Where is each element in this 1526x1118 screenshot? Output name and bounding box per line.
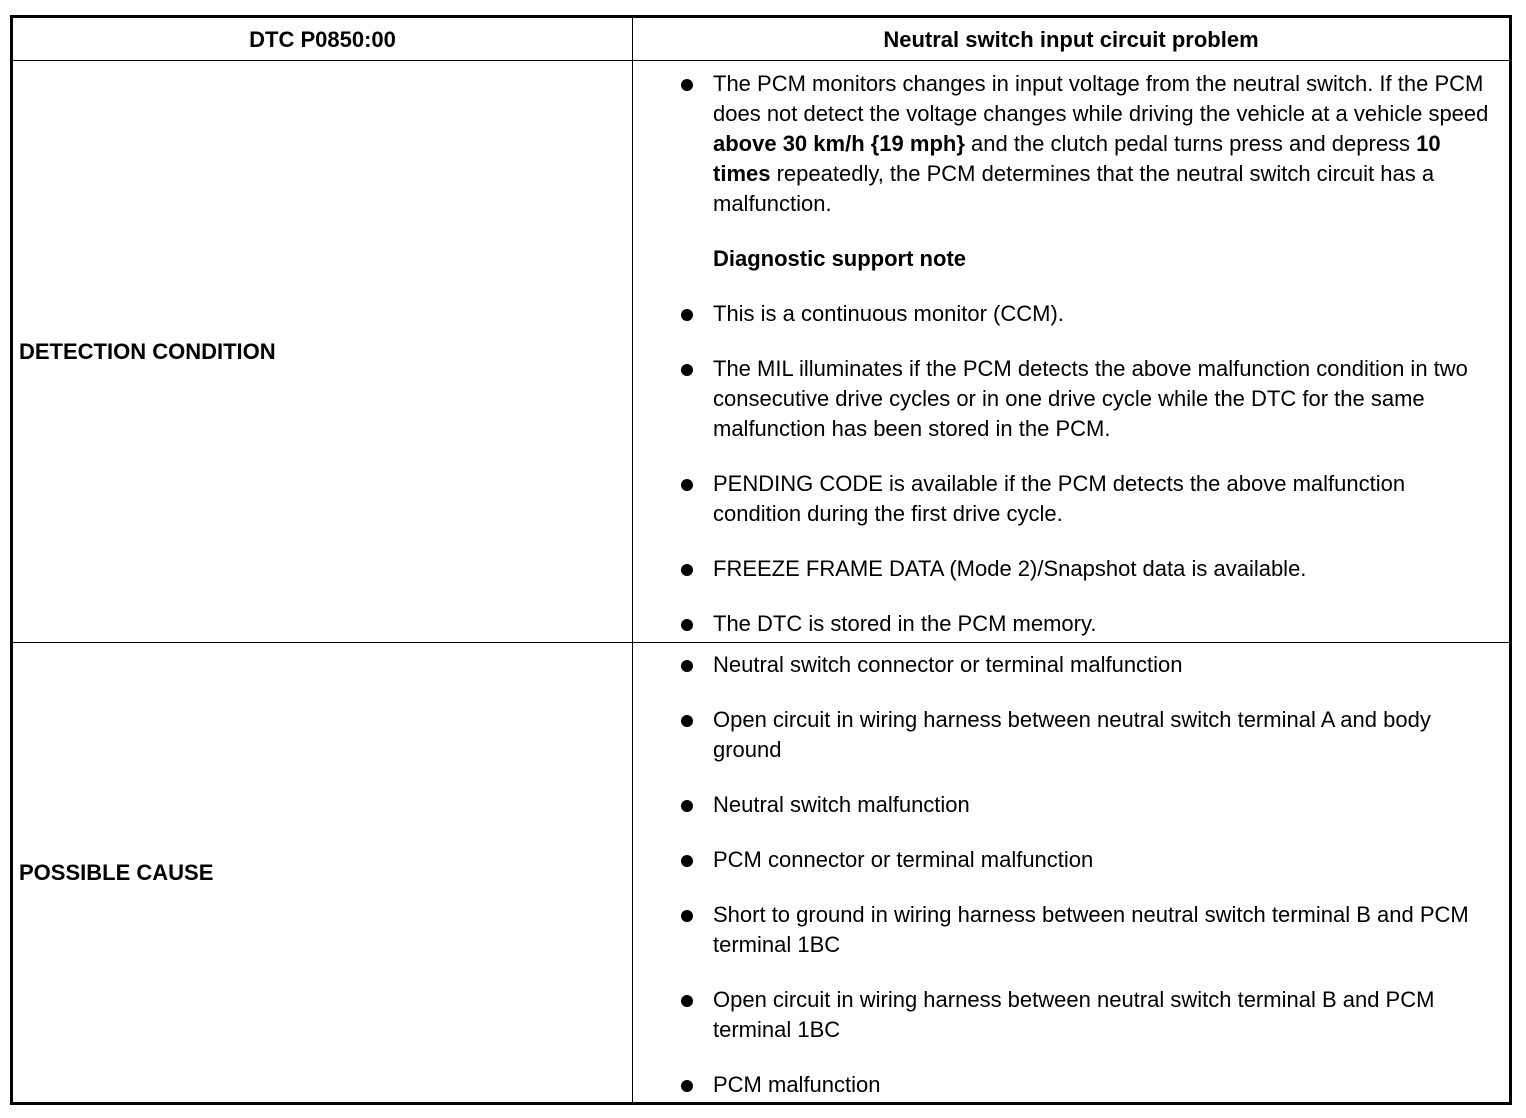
dtc-code-header: DTC P0850:00 bbox=[249, 26, 396, 52]
list-item: PCM malfunction bbox=[633, 1070, 1509, 1100]
possible-cause-label: POSSIBLE CAUSE bbox=[19, 859, 214, 885]
detection-speed-threshold: above 30 km/h {19 mph} bbox=[713, 131, 965, 156]
dtc-table bbox=[10, 15, 1512, 1105]
possible-cause-row bbox=[13, 643, 1509, 1102]
list-item: Open circuit in wiring harness between neutral switch terminal A and body ground bbox=[633, 705, 1509, 765]
list-item: Open circuit in wiring harness between neutral switch terminal B and PCM terminal 1BC bbox=[633, 985, 1509, 1045]
list-item: The MIL illuminates if the PCM detects the above malfunction condition in two consecutive drive cycles or in one drive cycle while the DTC for the same malfunction has been stored in the PCM. bbox=[633, 354, 1509, 444]
detection-list bbox=[633, 69, 1509, 219]
list-item: PCM connector or terminal malfunction bbox=[633, 845, 1509, 875]
dtc-description-header: Neutral switch input circuit problem bbox=[883, 26, 1259, 52]
detection-repeat-count: 10 times bbox=[713, 131, 1441, 186]
diagnostic-support-note-heading: Diagnostic support note bbox=[713, 246, 966, 271]
possible-cause-content bbox=[633, 643, 1509, 1102]
detection-condition-row bbox=[13, 61, 1509, 643]
detection-condition-label: DETECTION CONDITION bbox=[19, 338, 276, 364]
table-header-row bbox=[13, 18, 1509, 61]
list-item: Neutral switch connector or terminal malfunction bbox=[633, 650, 1509, 680]
list-item: Short to ground in wiring harness between neutral switch terminal B and PCM terminal 1BC bbox=[633, 900, 1509, 960]
detection-text-part2: and the clutch pedal turns press and depress bbox=[964, 131, 1417, 156]
possible-cause-list bbox=[633, 650, 1509, 1100]
list-item: Neutral switch malfunction bbox=[633, 790, 1509, 820]
detection-condition-content bbox=[633, 61, 1509, 642]
list-item: FREEZE FRAME DATA (Mode 2)/Snapshot data is available. bbox=[633, 554, 1509, 584]
list-item: This is a continuous monitor (CCM). bbox=[633, 299, 1509, 329]
list-item: The DTC is stored in the PCM memory. bbox=[633, 609, 1509, 639]
detection-text-part3: repeatedly, the PCM determines that the neutral switch circuit has a malfunction. bbox=[713, 161, 1435, 216]
diagnostic-notes-list bbox=[633, 299, 1509, 639]
detection-text-part1: The PCM monitors changes in input voltage from the neutral switch. If the PCM does not detect the voltage changes while driving the vehicle at a vehicle speed bbox=[713, 71, 1489, 126]
list-item bbox=[633, 69, 1509, 219]
list-item: PENDING CODE is available if the PCM detects the above malfunction condition during the first drive cycle. bbox=[633, 469, 1509, 529]
